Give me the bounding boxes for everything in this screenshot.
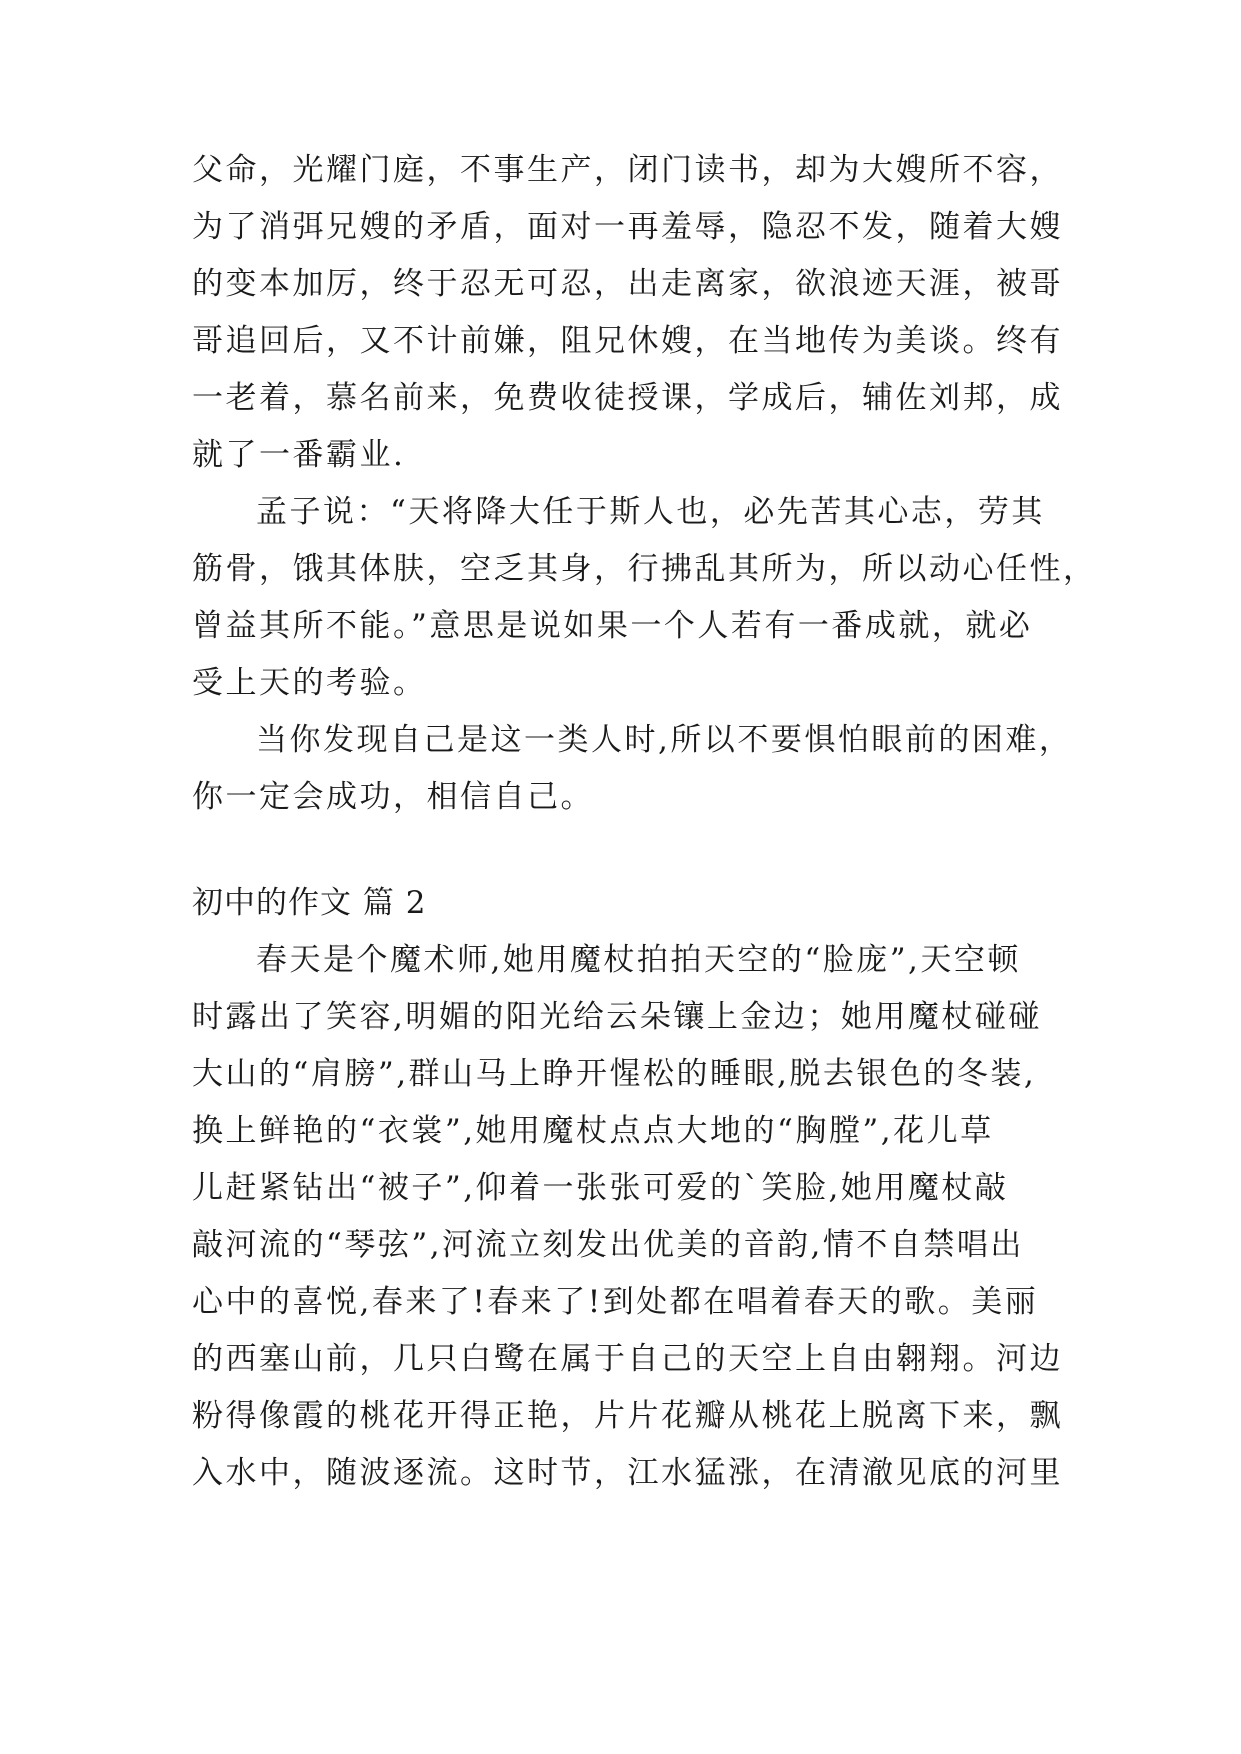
paragraph-2-line: 受上天的考验。 (192, 665, 427, 701)
paragraph-1-line: 一老着，慕名前来，免费收徒授课，学成后，辅佐刘邦，成 (192, 380, 1063, 416)
paragraph-4-line: 儿赶紧钻出“被子”,仰着一张张可爱的`笑脸,她用魔杖敲 (192, 1170, 1009, 1206)
paragraph-1-line: 为了消弭兄嫂的矛盾，面对一再羞辱，隐忍不发，随着大嫂 (192, 209, 1063, 245)
paragraph-2-line: 孟子说：“天将降大任于斯人也，必先苦其心志，劳其 (256, 494, 1045, 530)
paragraph-1-line: 就了一番霸业. (192, 437, 406, 473)
paragraph-4-line: 春天是个魔术师,她用魔杖拍拍天空的“脸庞”,天空顿 (256, 942, 1021, 978)
paragraph-4-line: 的西塞山前，几只白鹭在属于自己的天空上自由翱翔。河边 (192, 1341, 1063, 1377)
paragraph-1-line: 父命，光耀门庭，不事生产，闭门读书，却为大嫂所不容， (192, 152, 1063, 188)
paragraph-2-line: 筋骨，饿其体肤，空乏其身，行拂乱其所为，所以动心任性， (192, 551, 1097, 587)
paragraph-4-line: 入水中，随波逐流。这时节，江水猛涨，在清澈见底的河里 (192, 1455, 1063, 1491)
paragraph-1-line: 哥追回后，又不计前嫌，阻兄休嫂，在当地传为美谈。终有 (192, 323, 1063, 359)
paragraph-4-line: 粉得像霞的桃花开得正艳，片片花瓣从桃花上脱离下来，飘 (192, 1398, 1063, 1434)
paragraph-4-line: 敲河流的“琴弦”,河流立刻发出优美的音韵,情不自禁唱出 (192, 1227, 1024, 1263)
paragraph-3-line: 你一定会成功，相信自己。 (192, 779, 594, 815)
section-heading: 初中的作文 篇 2 (192, 885, 427, 921)
paragraph-4-line: 大山的“肩膀”,群山马上睁开惺松的睡眼,脱去银色的冬装, (192, 1056, 1037, 1092)
paragraph-4-line: 心中的喜悦,春来了!春来了!到处都在唱着春天的歌。美丽 (192, 1284, 1039, 1320)
paragraph-1-line: 的变本加厉，终于忍无可忍，出走离家，欲浪迹天涯，被哥 (192, 266, 1063, 302)
paragraph-2-line: 曾益其所不能。”意思是说如果一个人若有一番成就，就必 (192, 608, 1033, 644)
paragraph-4-line: 换上鲜艳的“衣裳”,她用魔杖点点大地的“胸膛”,花儿草 (192, 1113, 994, 1149)
paragraph-4-line: 时露出了笑容,明媚的阳光给云朵镶上金边；她用魔杖碰碰 (192, 999, 1042, 1035)
paragraph-3-line: 当你发现自己是这一类人时,所以不要惧怕眼前的困难， (256, 722, 1073, 758)
